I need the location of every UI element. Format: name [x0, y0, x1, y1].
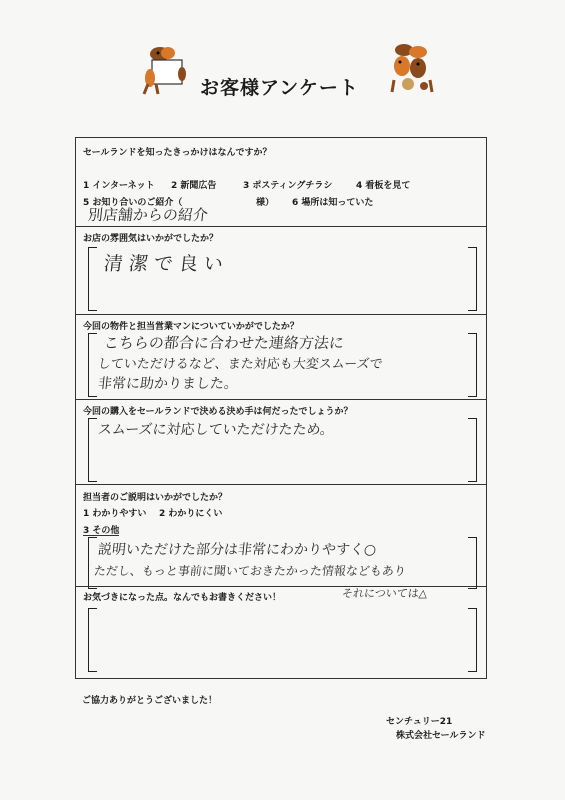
answer-bracket-left	[88, 418, 97, 482]
dog-group-icon	[384, 40, 440, 96]
option-difficult: 2 わかりにくい	[159, 509, 223, 519]
option-posting-flyer: 3 ポスティングチラシ	[243, 181, 333, 191]
answer-line-2: していただけるなど、また対応も大変スムーズで	[97, 357, 384, 372]
section-divider	[76, 484, 486, 485]
question-explanation: 担当者のご説明はいかがでしたか？	[83, 493, 228, 503]
answer-line-1: こちらの都合に合わせた連絡方法に	[103, 334, 345, 352]
question-property-staff: 今回の物件と担当営業マンについていかがでしたか？	[83, 322, 299, 332]
thanks-message: ご協力ありがとうございました！	[82, 696, 218, 706]
answer-bracket-left	[88, 608, 97, 672]
answer-deciding-factor: スムーズに対応していただけたため。	[97, 422, 335, 438]
answer-atmosphere: 清潔で良い	[102, 253, 231, 275]
question-comments: お気づきになった点。なんでもお書きください！	[83, 593, 282, 603]
option-referral: 5 お知り合いのご紹介（	[83, 198, 183, 208]
company-name: 株式会社セールランド	[396, 731, 486, 741]
answer-bracket-right	[468, 247, 477, 311]
option-easy: 1 わかりやすい	[83, 509, 147, 519]
company-brand: センチュリー21	[386, 717, 453, 727]
answer-bracket-right	[468, 418, 477, 482]
option-knew-location: 6 場所は知っていた	[292, 198, 374, 208]
option-referral-suffix: 様）	[256, 198, 275, 208]
option-other: 3 その他	[83, 526, 120, 536]
answer-bracket-right	[468, 537, 477, 589]
answer-line-3: 非常に助かりました。	[97, 376, 239, 392]
question-deciding-factor: 今回の購入をセールランドで決める決め手は何だったでしょうか？	[83, 407, 353, 417]
question-atmosphere: お店の雰囲気はいかがでしたか？	[83, 234, 219, 244]
answer-line-3: それについては△	[341, 587, 428, 600]
option-signboard: 4 看板を見て	[356, 181, 411, 191]
question-how-found: セールランドを知ったきっかけはなんですか？	[83, 148, 272, 158]
answer-line-2: ただし、もっと事前に聞いておきたかった情報などもあり	[93, 564, 407, 578]
section-divider	[76, 226, 486, 227]
page-title: お客様アンケート	[200, 77, 359, 99]
answer-bracket-left	[88, 333, 97, 397]
answer-line-1: 説明いただけた部分は非常にわかりやすく○	[97, 542, 377, 558]
option-internet: 1 インターネット	[83, 181, 155, 191]
other-underline	[83, 535, 119, 536]
section-divider	[76, 399, 486, 400]
answer-bracket-left	[88, 247, 97, 311]
answer-bracket-right	[468, 333, 477, 397]
survey-form	[75, 137, 487, 679]
answer-bracket-right	[468, 608, 477, 672]
dog-holding-sign-icon	[138, 44, 196, 96]
answer-how-found: 別店舗からの紹介	[87, 206, 209, 224]
section-divider	[76, 586, 486, 587]
section-divider	[76, 314, 486, 315]
option-newspaper: 2 新聞広告	[171, 181, 217, 191]
